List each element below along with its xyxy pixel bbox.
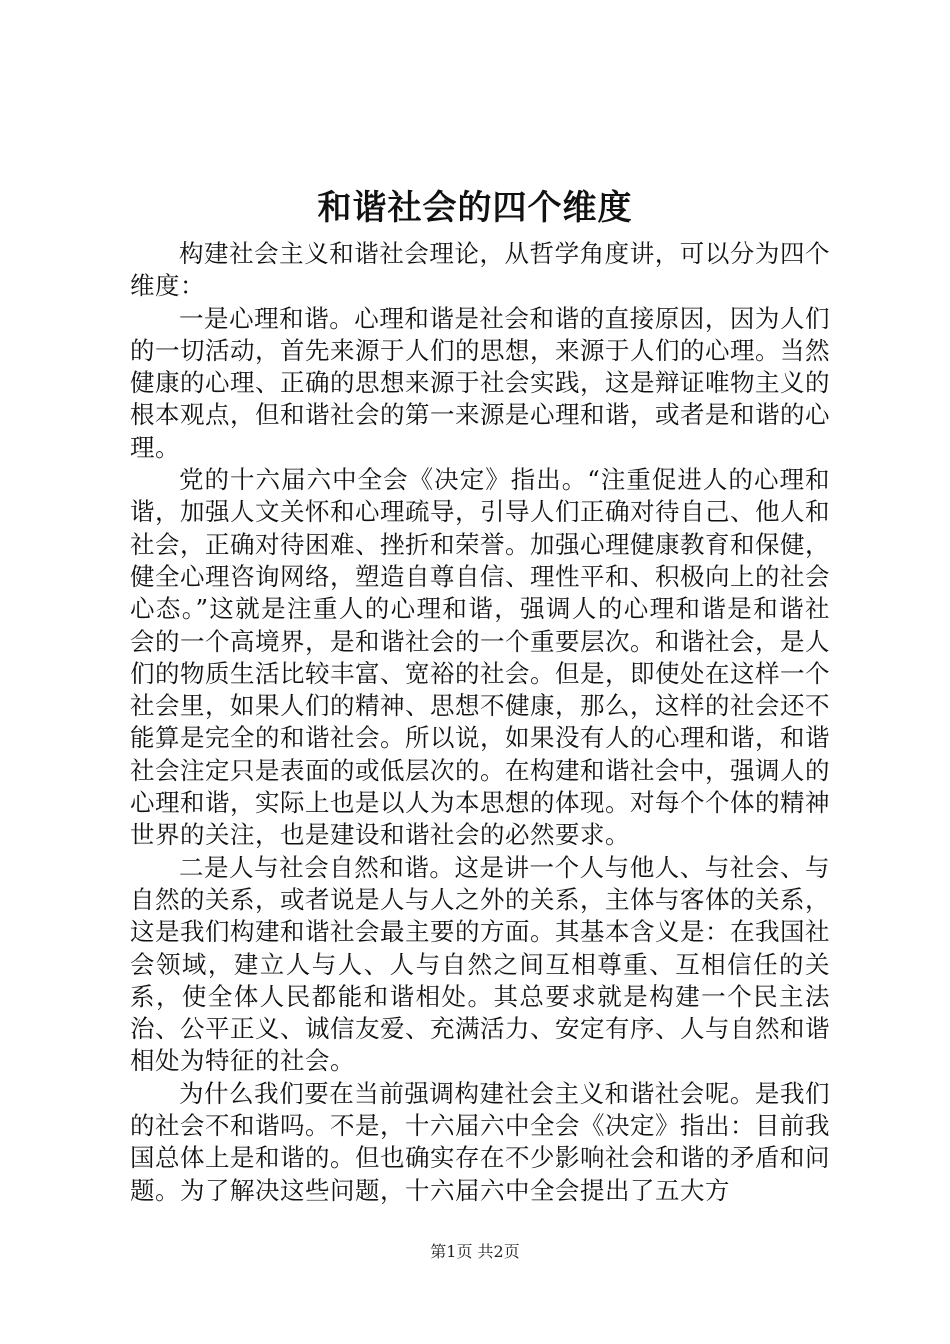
document-title: 和谐社会的四个维度	[317, 188, 633, 228]
page-number-footer: 第1页 共2页	[430, 1242, 520, 1261]
paragraph: 二是人与社会自然和谐。这是讲一个人与他人、与社会、与自然的关系，或者说是人与人之外的关系，主体与客体的关系，这是我们构建和谐社会最主要的方面。其基本含义是：在我国社会领域，建立人与人、人与自然之间互相尊重、互相信任的关系，使全体人民都能和谐相处。其总要求就是构建一个民主法治、公平正义、诚信友爱、充满活力、安定有序、人与自然和谐相处为特征的社会。	[130, 852, 830, 1076]
paragraph: 党的十六届六中全会《决定》指出。“注重促进人的心理和谐，加强人文关怀和心理疏导，引导人们正确对待自己、他人和社会，正确对待困难、挫折和荣誉。加强心理健康教育和保健，健全心理咨询网络，塑造自尊自信、理性平和、积极向上的社会心态。”这就是注重人的心理和谐，强调人的心理和谐是和谐社会的一个高境界，是和谐社会的一个重要层次。和谐社会，是人们的物质生活比较丰富、宽裕的社会。但是，即使处在这样一个社会里，如果人们的精神、思想不健康，那么，这样的社会还不能算是完全的和谐社会。所以说，如果没有人的心理和谐，和谐社会注定只是表面的或低层次的。在构建和谐社会中，强调人的心理和谐，实际上也是以人为本思想的体现。对每个个体的精神世界的关注，也是建设和谐社会的必然要求。	[130, 465, 830, 850]
document-body	[130, 238, 830, 1207]
paragraph: 构建社会主义和谐社会理论，从哲学角度讲，可以分为四个维度：	[130, 239, 830, 301]
paragraph: 为什么我们要在当前强调构建社会主义和谐社会呢。是我们的社会不和谐吗。不是，十六届六中全会《决定》指出：目前我国总体上是和谐的。但也确实存在不少影响社会和谐的矛盾和问题。为了解决这些问题，十六届六中全会提出了五大方	[130, 1078, 830, 1205]
paragraph: 一是心理和谐。心理和谐是社会和谐的直接原因，因为人们的一切活动，首先来源于人们的思想，来源于人们的心理。当然健康的心理、正确的思想来源于社会实践，这是辩证唯物主义的根本观点，但和谐社会的第一来源是心理和谐，或者是和谐的心理。	[130, 303, 830, 462]
